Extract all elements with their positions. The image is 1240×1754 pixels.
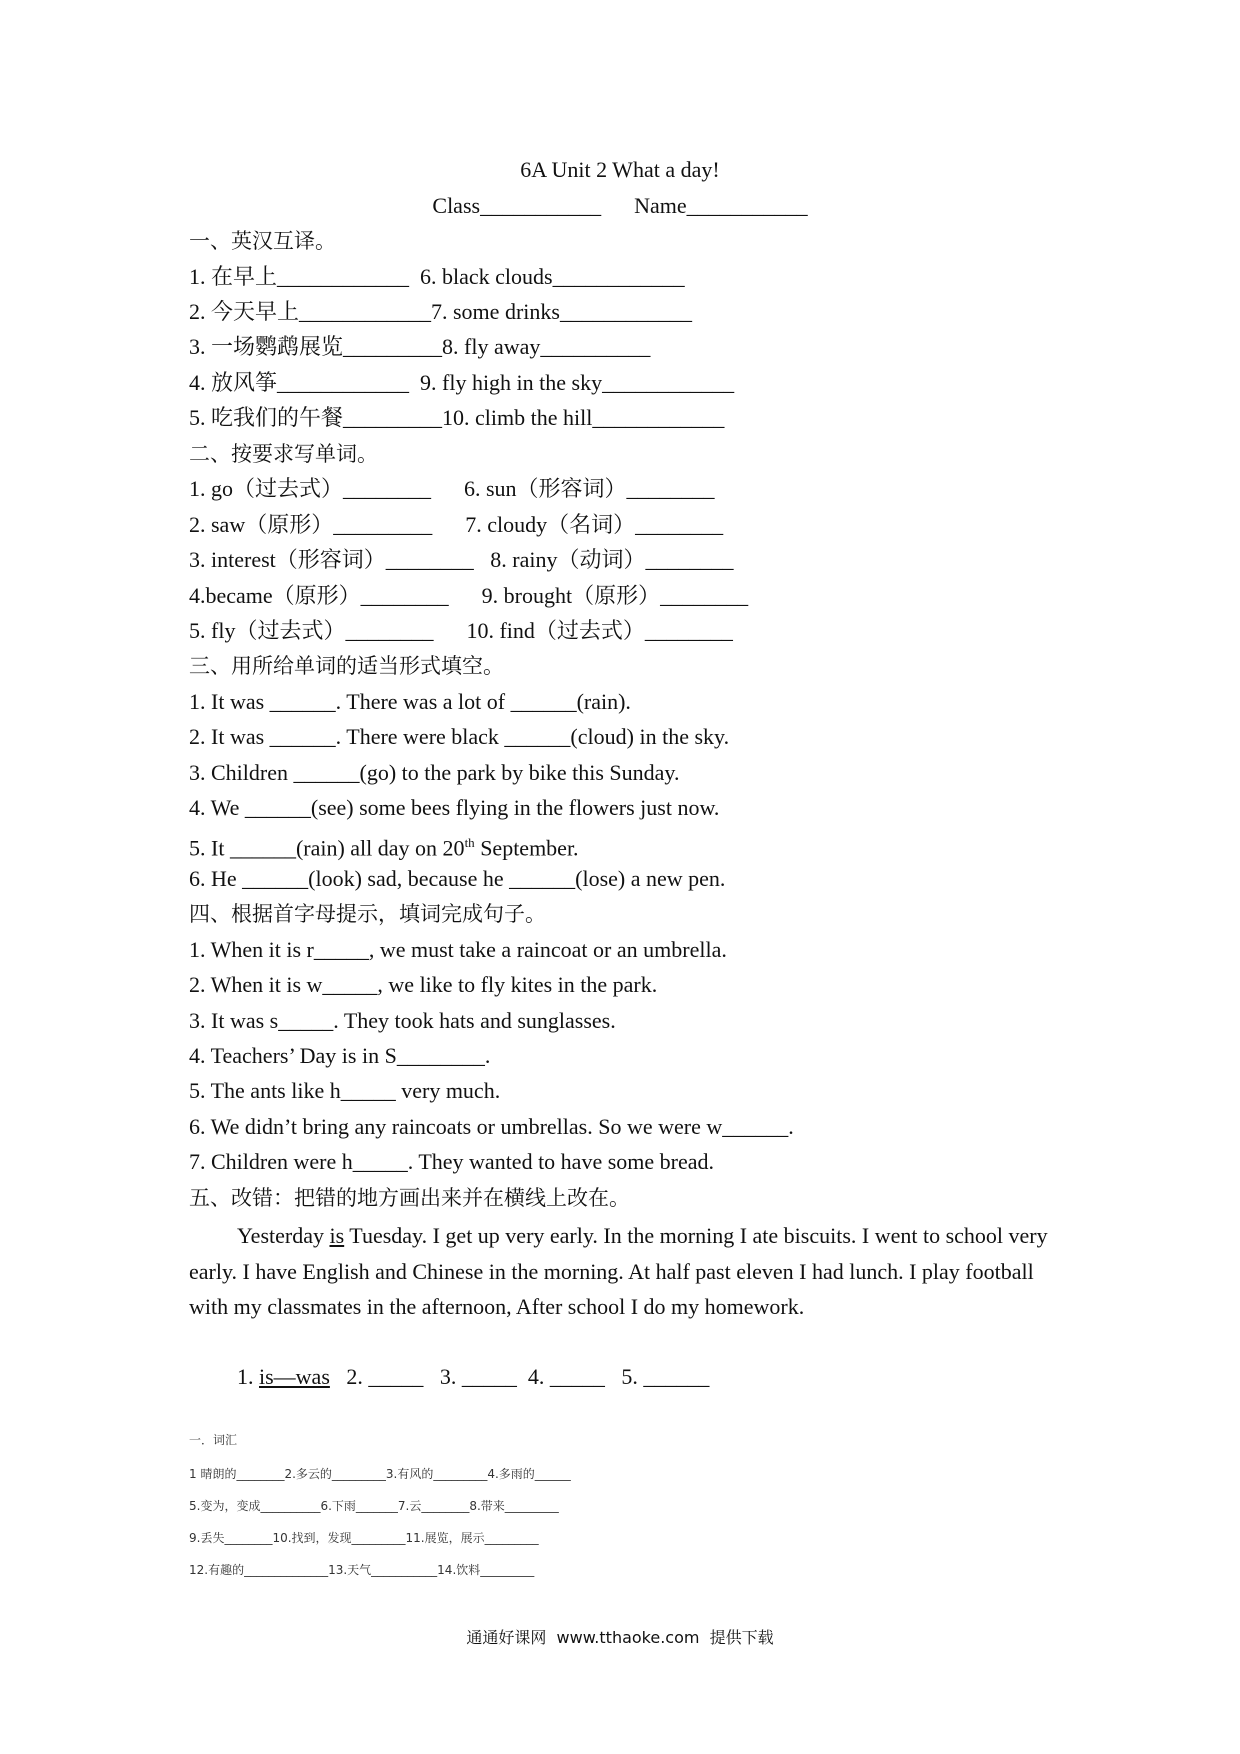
vocab-row: 5.变为，变成__________6.下雨_______7.云________8.带来_________ <box>189 1499 559 1513</box>
section1-heading: 一、英汉互译。 <box>189 229 336 253</box>
answer-example: is—was <box>259 1364 330 1389</box>
vocab-heading: 一．词汇 <box>189 1433 238 1447</box>
answer-blank: _____ <box>461 1364 517 1389</box>
section1-row: 1. 在早上____________ 6. black clouds____________ <box>189 264 685 289</box>
worksheet-title: 6A Unit 2 What a day! <box>520 157 720 182</box>
section2-row: 1. go（过去式）________ 6. sun（形容词）________ <box>189 476 715 501</box>
section1-row: 4. 放风筝____________ 9. fly high in the sky____________ <box>189 370 735 395</box>
answer-line <box>237 1362 709 1392</box>
section2-heading: 二、按要求写单词。 <box>189 442 378 466</box>
answer-blank: _____ <box>549 1364 605 1389</box>
para-underlined-word: is <box>329 1223 345 1248</box>
section5-heading: 五、改错：把错的地方画出来并在横线上改在。 <box>189 1186 630 1210</box>
section3-row: 6. He ______(look) sad, because he ______(lose) a new pen. <box>189 866 726 891</box>
section4-row: 4. Teachers’ Day is in S________. <box>189 1043 491 1068</box>
section1-row: 3. 一场鹦鹉展览_________8. fly away__________ <box>189 334 651 359</box>
answer-blank: _____ <box>368 1364 424 1389</box>
section4-row: 6. We didn’t bring any raincoats or umbrellas. So we were w______. <box>189 1114 794 1139</box>
section4-heading: 四、根据首字母提示，填词完成句子。 <box>189 902 546 926</box>
answer-number: 2. <box>329 1364 369 1389</box>
section1-row: 5. 吃我们的午餐_________10. climb the hill____________ <box>189 405 725 430</box>
section3-row: 3. Children ______(go) to the park by bike this Sunday. <box>189 760 680 785</box>
answer-number: 5. <box>604 1364 644 1389</box>
para-text-rest: Tuesday. I get up very early. In the morning I ate biscuits. I went to school very early. I have English and Chinese in the morning. At half past eleven I had lunch. I play football with my classmates in the afternoon, After school I do my homework. <box>189 1223 1048 1319</box>
section2-row: 5. fly（过去式）________ 10. find（过去式）________ <box>189 618 733 643</box>
section4-row: 7. Children were h_____. They wanted to have some bread. <box>189 1149 715 1174</box>
section3-row: 4. We ______(see) some bees flying in the flowers just now. <box>189 795 720 820</box>
section3-row: 1. It was ______. There was a lot of ______(rain). <box>189 689 631 714</box>
para-text: Yesterday <box>237 1223 330 1248</box>
section3-heading: 三、用所给单词的适当形式填空。 <box>189 654 504 678</box>
section3-row: 2. It was ______. There were black ______(cloud) in the sky. <box>189 724 730 749</box>
section4-row: 3. It was s_____. They took hats and sunglasses. <box>189 1008 616 1033</box>
row5-text: 5. It ______(rain) all day on 20 <box>189 835 465 861</box>
section4-row: 2. When it is w_____, we like to fly kites in the park. <box>189 972 658 997</box>
vocab-row: 1 晴朗的________2.多云的_________3.有风的_________4.多雨的______ <box>189 1467 571 1481</box>
error-correction-paragraph <box>189 1218 1059 1325</box>
section1-row: 2. 今天早上____________7. some drinks____________ <box>189 299 692 324</box>
section2-row: 3. interest（形容词）________ 8. rainy（动词）________ <box>189 547 734 572</box>
vocab-row: 12.有趣的______________13.天气___________14.饮料_________ <box>189 1563 535 1577</box>
row5-text-end: September. <box>474 835 579 861</box>
row5-superscript: th <box>464 835 475 850</box>
answer-number: 4. <box>516 1364 550 1389</box>
section3-row-5 <box>189 828 579 863</box>
section2-row: 4.became（原形）________ 9. brought（原形）________ <box>189 583 749 608</box>
answer-number: 1. <box>237 1364 259 1389</box>
footer-credit: 通通好课网 www.tthaoke.com 提供下载 <box>466 1628 774 1647</box>
class-name-line: Class___________ Name___________ <box>432 193 808 218</box>
section4-row: 5. The ants like h_____ very much. <box>189 1078 501 1103</box>
answer-number: 3. <box>423 1364 462 1389</box>
section2-row: 2. saw（原形）_________ 7. cloudy（名词）________ <box>189 512 724 537</box>
section4-row: 1. When it is r_____, we must take a raincoat or an umbrella. <box>189 937 727 962</box>
vocab-row: 9.丢失________10.找到，发现_________11.展览，展示_________ <box>189 1531 539 1545</box>
answer-blank: ______ <box>643 1364 710 1389</box>
